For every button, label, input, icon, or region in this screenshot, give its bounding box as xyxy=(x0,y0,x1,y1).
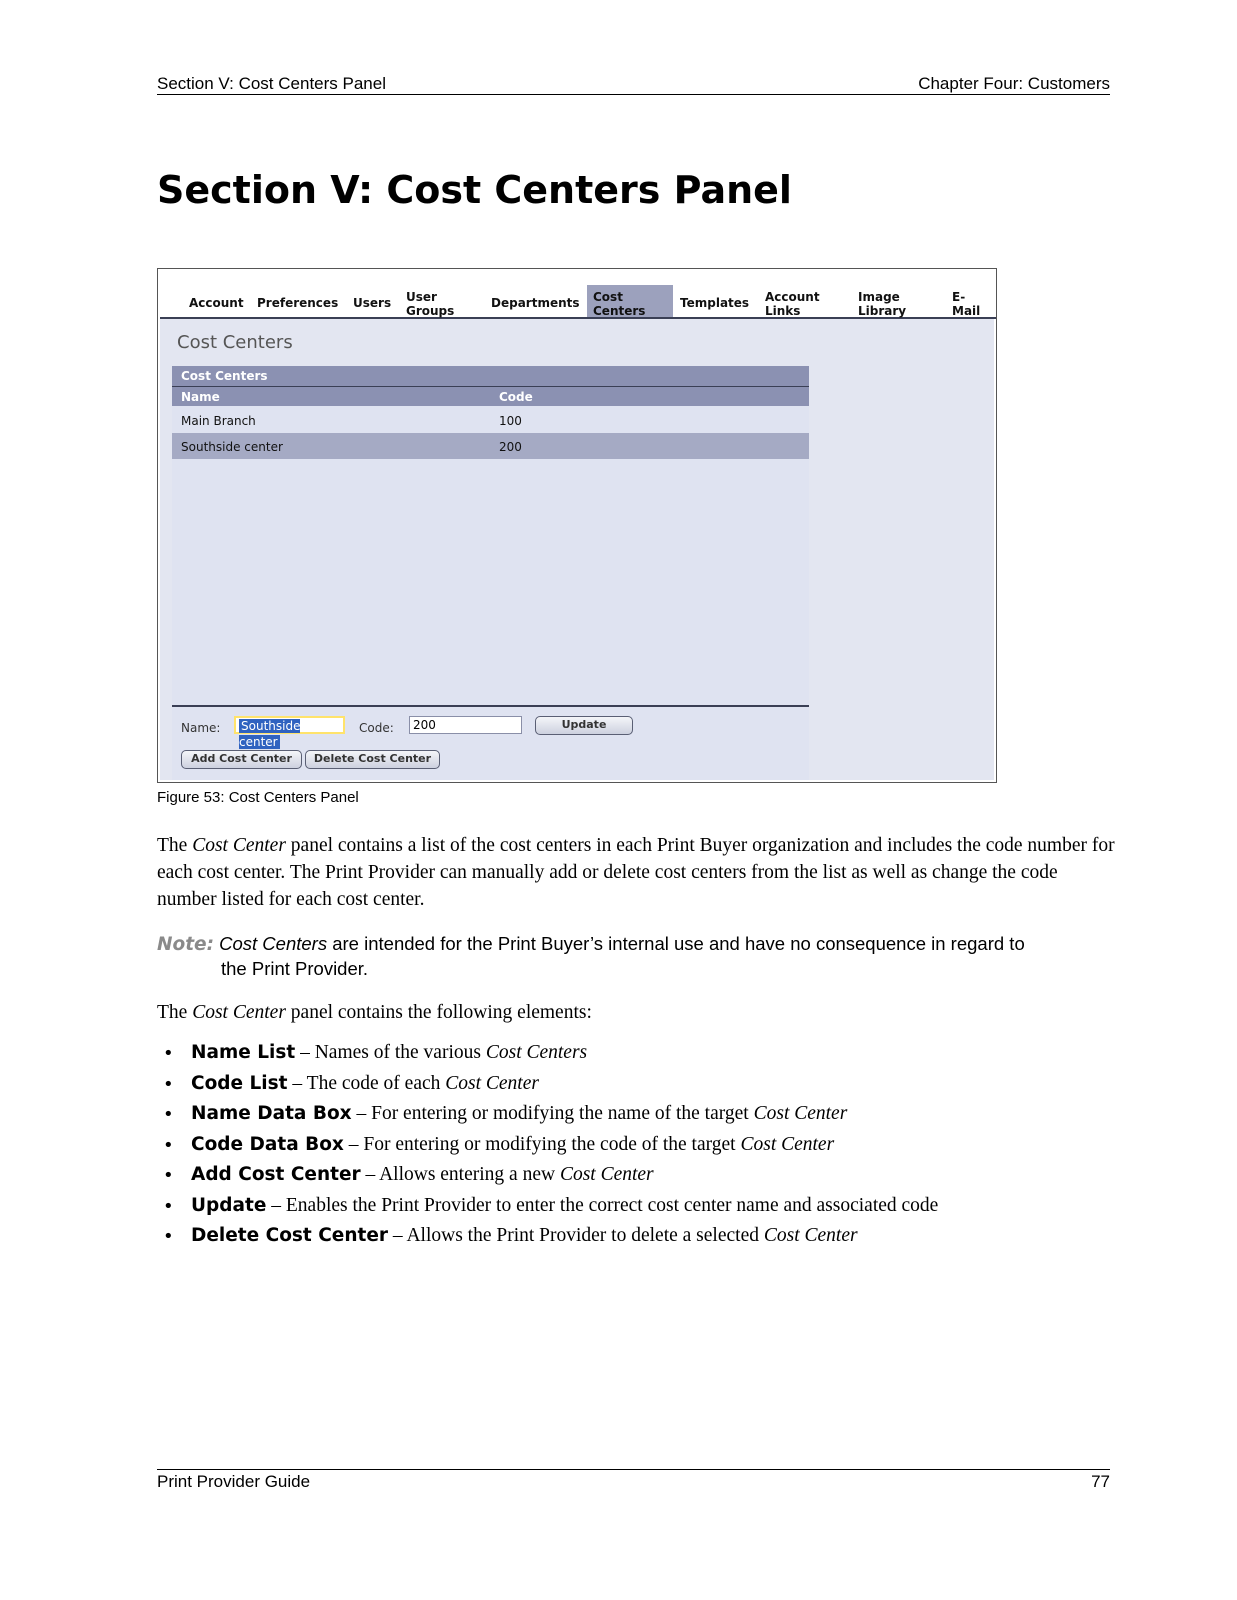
list-item: • Add Cost Center – Allows entering a new Cost Center xyxy=(163,1164,654,1186)
tab-image-library[interactable]: Image Library xyxy=(858,290,907,318)
panel-title: Cost Centers xyxy=(177,332,293,353)
header-chapter: Chapter Four: Customers xyxy=(918,74,1110,93)
elements-list xyxy=(157,1042,938,1256)
name-label: Name: xyxy=(181,721,221,735)
tab-departments[interactable]: Departments xyxy=(491,296,580,310)
list-item: • Name Data Box – For entering or modifying the name of the target Cost Center xyxy=(163,1103,848,1125)
cell-name: Main Branch xyxy=(181,414,256,428)
page-header xyxy=(157,72,1110,95)
tab-account-links[interactable]: Account Links xyxy=(765,290,820,318)
add-cost-center-button[interactable]: Add Cost Center xyxy=(181,750,302,769)
page-number: 77 xyxy=(1091,1472,1110,1491)
cost-centers-panel xyxy=(160,319,994,780)
intro-paragraph: The Cost Center panel contains a list of the cost centers in each Print Buyer organization and includes the code number for each cost center. The Print Provider can manually add or delete cost centers from the list as well as change the code number listed for each cost center. xyxy=(157,835,1115,910)
tab-users[interactable]: Users xyxy=(353,296,392,310)
list-item: • Code Data Box – For entering or modifying the code of the target Cost Center xyxy=(163,1133,835,1156)
update-button[interactable]: Update xyxy=(535,716,633,735)
page-title: Section V: Cost Centers Panel xyxy=(157,168,792,212)
tab-email[interactable]: E- Mail xyxy=(952,290,981,318)
code-label: Code: xyxy=(359,721,394,735)
footer-guide: Print Provider Guide xyxy=(157,1472,311,1491)
column-code-header[interactable]: Code xyxy=(499,390,533,404)
figure-caption: Figure 53: Cost Centers Panel xyxy=(157,789,359,806)
tab-cost-centers[interactable]: Cost Centers xyxy=(587,285,673,317)
elements-intro: The Cost Center panel contains the following elements: xyxy=(157,1002,592,1023)
tab-user-groups[interactable]: User Groups xyxy=(406,290,455,318)
list-item: • Code List – The code of each Cost Center xyxy=(163,1072,539,1095)
cell-code: 100 xyxy=(499,414,522,428)
figure-screenshot xyxy=(157,268,997,783)
tab-bar xyxy=(160,285,996,319)
tab-templates[interactable]: Templates xyxy=(680,296,750,310)
code-input[interactable]: 200 xyxy=(409,716,522,734)
column-name-header[interactable]: Name xyxy=(181,390,220,404)
delete-cost-center-button[interactable]: Delete Cost Center xyxy=(305,750,440,769)
name-input[interactable]: Southside center xyxy=(234,716,345,734)
cell-name: Southside center xyxy=(181,440,283,454)
grid-divider xyxy=(172,705,809,707)
tab-preferences[interactable]: Preferences xyxy=(257,296,339,310)
list-item: • Name List – Names of the various Cost Centers xyxy=(163,1042,588,1064)
page-footer xyxy=(157,1469,1110,1494)
list-item: • Delete Cost Center – Allows the Print Provider to delete a selected Cost Center xyxy=(163,1225,858,1247)
header-section: Section V: Cost Centers Panel xyxy=(157,74,386,93)
note: Note: Cost Centers are intended for the Print Buyer’s internal use and have no consequence in regard to the Print Provider. xyxy=(157,933,1025,979)
table-row-selected[interactable] xyxy=(172,433,809,459)
cost-centers-grid xyxy=(172,366,809,780)
grid-header: Cost Centers xyxy=(172,366,809,387)
table-row[interactable] xyxy=(172,407,809,433)
tab-account[interactable]: Account xyxy=(189,296,244,310)
grid-column-headers xyxy=(172,387,809,406)
cell-code: 200 xyxy=(499,440,522,454)
note-label: Note: xyxy=(157,934,214,955)
list-item: • Update – Enables the Print Provider to enter the correct cost center name and associated code xyxy=(163,1194,939,1217)
